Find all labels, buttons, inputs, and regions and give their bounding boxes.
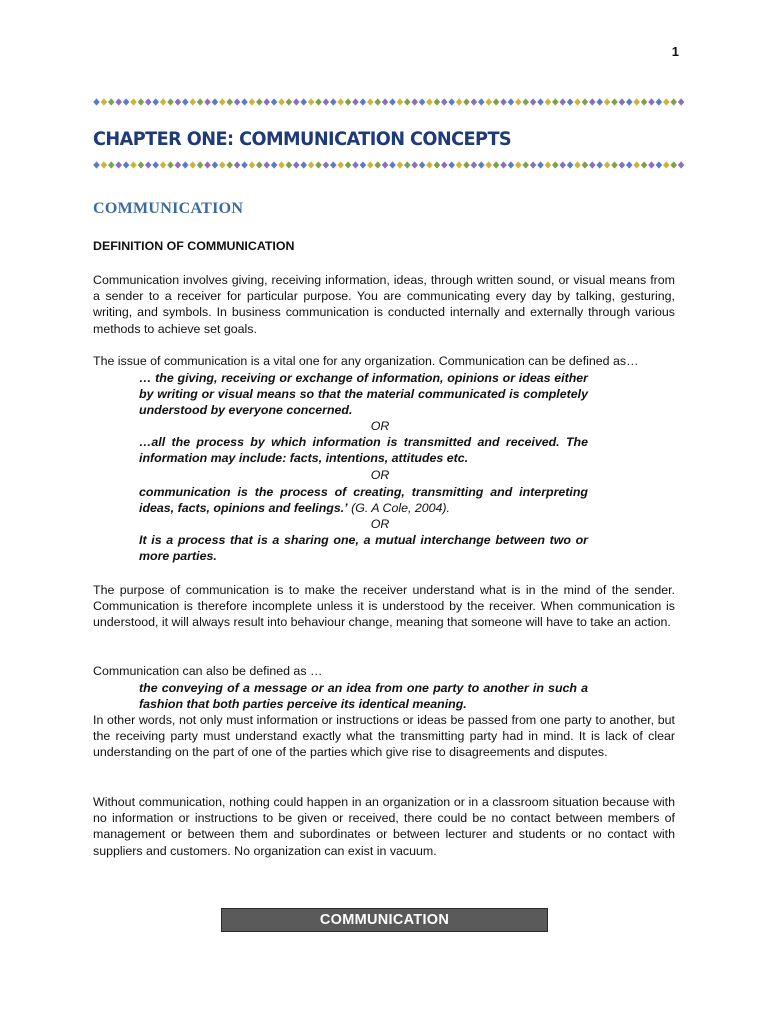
border-diamond [101,98,108,105]
paragraph-without-communication: Without communication, nothing could happen in an organization or in a classroom situation because with no information or instructions to be given or received, there could be no contact between members of management or between them and subordinates or between lecturer and students or no contact with suppliers and customers. No organization can exist in vacuum. [93,795,675,858]
communication-diagram-box: COMMUNICATION [221,908,548,932]
border-diamond [219,161,226,168]
border-diamond [189,98,196,105]
border-diamond [663,98,670,105]
border-diamond [426,161,433,168]
border-diamond [212,98,219,105]
border-diamond [249,98,256,105]
border-diamond [330,98,337,105]
border-diamond [478,98,485,105]
border-diamond [530,161,537,168]
border-diamond [360,161,367,168]
border-diamond [374,98,381,105]
definition-subheading: DEFINITION OF COMMUNICATION [93,239,295,253]
border-diamond [286,161,293,168]
border-diamond [552,98,559,105]
border-diamond [138,98,145,105]
border-diamond [633,161,640,168]
border-diamond [545,98,552,105]
chapter-title: CHAPTER ONE: COMMUNICATION CONCEPTS [93,128,512,150]
border-diamond [545,161,552,168]
definition-quote-3-text: communication is the process of creating, transmitting and interpreting ideas, facts, opinions and feelings.’ [139,485,588,516]
border-diamond [522,98,529,105]
paragraph-alt-definition-lead: Communication can also be defined as … [93,664,323,678]
border-diamond [485,161,492,168]
border-diamond [589,98,596,105]
border-diamond [434,161,441,168]
border-diamond [241,98,248,105]
border-diamond [175,98,182,105]
decorative-border-bottom [93,160,693,170]
border-diamond [345,98,352,105]
border-diamond [641,161,648,168]
border-diamond [582,98,589,105]
border-diamond [308,161,315,168]
border-diamond [441,161,448,168]
or-separator-1: OR [370,419,390,433]
border-diamond [448,98,455,105]
border-diamond [352,161,359,168]
border-diamond [397,98,404,105]
border-diamond [315,161,322,168]
border-diamond [197,98,204,105]
border-diamond [463,161,470,168]
border-diamond [404,161,411,168]
decorative-border-top [93,97,693,107]
border-diamond [596,98,603,105]
border-diamond [530,98,537,105]
border-diamond [500,98,507,105]
border-diamond [515,98,522,105]
border-diamond [145,161,152,168]
border-diamond [663,161,670,168]
border-diamond [323,98,330,105]
border-diamond [308,98,315,105]
border-diamond [537,161,544,168]
border-diamond [152,98,159,105]
border-diamond [656,161,663,168]
border-diamond [130,161,137,168]
border-diamond [559,98,566,105]
border-diamond [300,98,307,105]
border-diamond [604,98,611,105]
border-diamond [515,161,522,168]
paragraph-definition-lead: The issue of communication is a vital one for any organization. Communication can be defined as… [93,354,639,368]
border-diamond [263,98,270,105]
border-diamond [197,161,204,168]
border-diamond [611,161,618,168]
border-diamond [367,161,374,168]
border-diamond [300,161,307,168]
border-diamond [500,161,507,168]
border-diamond [256,98,263,105]
border-diamond [93,161,100,168]
border-diamond [367,98,374,105]
border-diamond [286,98,293,105]
border-diamond [249,161,256,168]
border-diamond [167,161,174,168]
definition-quote-5: the conveying of a message or an idea from one party to another in such a fashion that both parties perceive its identical meaning. [139,681,588,712]
border-diamond [175,161,182,168]
border-diamond [278,161,285,168]
border-diamond [411,98,418,105]
border-diamond [574,98,581,105]
border-diamond [374,161,381,168]
border-diamond [567,98,574,105]
border-diamond [256,161,263,168]
border-diamond [330,161,337,168]
definition-quote-2: …all the process by which information is transmitted and received. The information may include: facts, intentions, attitudes etc. [139,435,588,466]
definition-quote-1: … the giving, receiving or exchange of information, opinions or ideas either by writing or visual means so that the material communicated is completely understood by everyone concerned. [139,371,588,418]
border-diamond [471,98,478,105]
border-diamond [456,161,463,168]
border-diamond [115,161,122,168]
border-diamond [411,161,418,168]
border-diamond [678,98,685,105]
border-diamond [552,161,559,168]
border-diamond [234,98,241,105]
border-diamond [212,161,219,168]
border-diamond [123,161,130,168]
border-diamond [419,98,426,105]
border-diamond [93,98,100,105]
border-diamond [204,161,211,168]
border-diamond [182,98,189,105]
border-diamond [271,98,278,105]
border-diamond [189,161,196,168]
border-diamond [619,98,626,105]
border-diamond [596,161,603,168]
border-diamond [160,161,167,168]
border-diamond [115,98,122,105]
border-diamond [604,161,611,168]
border-diamond [471,161,478,168]
border-diamond [611,98,618,105]
border-diamond [582,161,589,168]
border-diamond [648,161,655,168]
border-diamond [641,98,648,105]
border-diamond [656,98,663,105]
border-diamond [293,98,300,105]
border-diamond [567,161,574,168]
border-diamond [537,98,544,105]
border-diamond [522,161,529,168]
border-diamond [670,161,677,168]
border-diamond [108,98,115,105]
border-diamond [167,98,174,105]
or-separator-3: OR [370,517,390,531]
border-diamond [108,161,115,168]
border-diamond [670,98,677,105]
border-diamond [508,98,515,105]
border-diamond [219,98,226,105]
border-diamond [241,161,248,168]
border-diamond [323,161,330,168]
border-diamond [493,98,500,105]
paragraph-intro: Communication involves giving, receiving information, ideas, through written sound, or visual means from a sender to a receiver for particular purpose. You are communicating every day by talking, gesturing, writing, and symbols. In business communication is conducted internally and externally through various methods to achieve set goals. [93,273,675,336]
citation: (G. A Cole, 2004). [347,501,451,516]
border-diamond [478,161,485,168]
border-diamond [574,161,581,168]
border-diamond [493,161,500,168]
border-diamond [204,98,211,105]
border-diamond [271,161,278,168]
paragraph-purpose: The purpose of communication is to make the receiver understand what is in the mind of the sender. Communication is therefore incomplete unless it is understood by the receiver. When communication is understood, it will always result into behaviour change, meaning that someone will have to take an action. [93,583,675,630]
border-diamond [419,161,426,168]
border-diamond [463,98,470,105]
border-diamond [182,161,189,168]
border-diamond [360,98,367,105]
border-diamond [485,98,492,105]
border-diamond [382,161,389,168]
paragraph-in-other-words: In other words, not only must information or instructions or ideas be passed from one party to another, but the receiving party must understand exactly what the transmitting party had in mind. It is lack of clear understanding on the part of one of the parties which give rise to disagreements and disputes. [93,713,675,760]
border-diamond [138,161,145,168]
border-diamond [397,161,404,168]
border-diamond [441,98,448,105]
border-diamond [337,98,344,105]
border-diamond [508,161,515,168]
border-diamond [160,98,167,105]
border-diamond [648,98,655,105]
definition-quote-4: It is a process that is a sharing one, a mutual interchange between two or more parties. [139,533,588,564]
border-diamond [456,98,463,105]
border-diamond [404,98,411,105]
border-diamond [345,161,352,168]
border-diamond [226,98,233,105]
border-diamond [293,161,300,168]
border-diamond [101,161,108,168]
border-diamond [589,161,596,168]
border-diamond [389,98,396,105]
border-diamond [226,161,233,168]
border-diamond [130,98,137,105]
border-diamond [626,161,633,168]
border-diamond [278,98,285,105]
section-heading: COMMUNICATION [93,200,244,217]
border-diamond [426,98,433,105]
border-diamond [123,98,130,105]
border-diamond [145,98,152,105]
border-diamond [352,98,359,105]
border-diamond [263,161,270,168]
border-diamond [152,161,159,168]
border-diamond [559,161,566,168]
border-diamond [434,98,441,105]
border-diamond [626,98,633,105]
border-diamond [337,161,344,168]
border-diamond [382,98,389,105]
border-diamond [234,161,241,168]
border-diamond [633,98,640,105]
definition-quote-3 [139,484,588,516]
border-diamond [315,98,322,105]
border-diamond [619,161,626,168]
page-number: 1 [671,44,679,59]
border-diamond [389,161,396,168]
or-separator-2: OR [370,468,390,482]
border-diamond [678,161,685,168]
border-diamond [448,161,455,168]
